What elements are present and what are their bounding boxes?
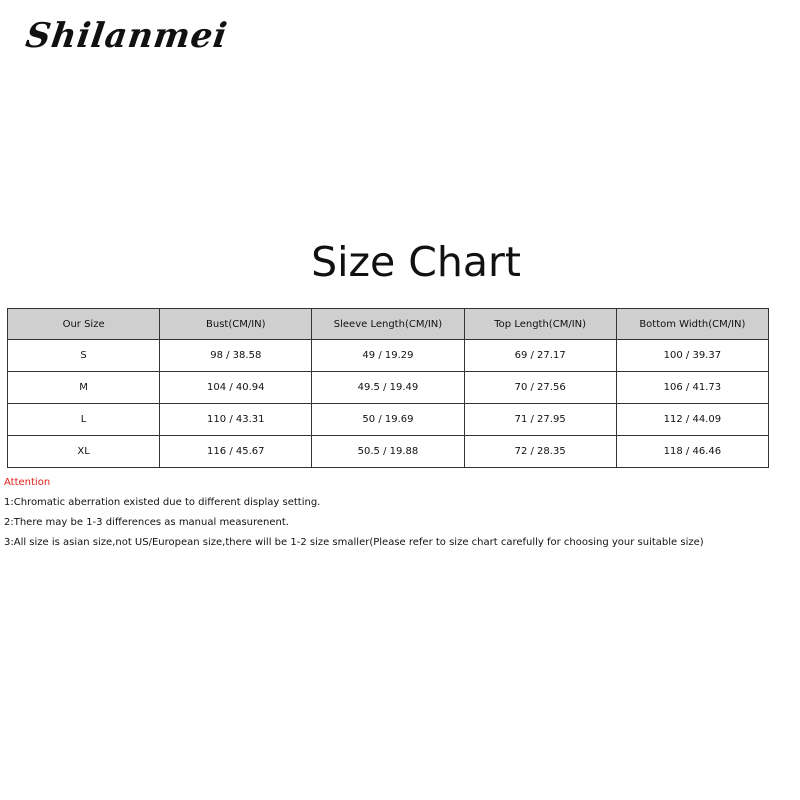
table-cell: 98 / 38.58 — [160, 340, 312, 372]
table-row — [8, 372, 769, 404]
page-title: Size Chart — [311, 238, 521, 286]
table-cell: 116 / 45.67 — [160, 436, 312, 468]
table-row — [8, 436, 769, 468]
brand-logo: Shilanmei — [23, 16, 231, 56]
column-header-sleeve-length: Sleeve Length(CM/IN) — [312, 309, 464, 340]
table-cell: 104 / 40.94 — [160, 372, 312, 404]
table-cell: 49.5 / 19.49 — [312, 372, 464, 404]
table-header-row — [8, 309, 769, 340]
attention-notes — [4, 473, 704, 553]
column-header-top-length: Top Length(CM/IN) — [464, 309, 616, 340]
table-row — [8, 340, 769, 372]
table-cell: M — [8, 372, 160, 404]
table-cell: 118 / 46.46 — [616, 436, 768, 468]
column-header-size: Our Size — [8, 309, 160, 340]
table-cell: 71 / 27.95 — [464, 404, 616, 436]
note-item: 2:There may be 1-3 differences as manual measurenent. — [4, 517, 289, 528]
table-cell: S — [8, 340, 160, 372]
table-cell: L — [8, 404, 160, 436]
table-cell: 69 / 27.17 — [464, 340, 616, 372]
table-cell: 50.5 / 19.88 — [312, 436, 464, 468]
table-cell: 106 / 41.73 — [616, 372, 768, 404]
table-cell: 112 / 44.09 — [616, 404, 768, 436]
column-header-bust: Bust(CM/IN) — [160, 309, 312, 340]
column-header-bottom-width: Bottom Width(CM/IN) — [616, 309, 768, 340]
note-item: 3:All size is asian size,not US/European size,there will be 1-2 size smaller(Please refer to size chart carefully for choosing your suitable size) — [4, 537, 704, 548]
note-item: 1:Chromatic aberration existed due to different display setting. — [4, 497, 321, 508]
table-cell: 70 / 27.56 — [464, 372, 616, 404]
size-table — [7, 308, 769, 468]
table-cell: 49 / 19.29 — [312, 340, 464, 372]
table-cell: XL — [8, 436, 160, 468]
attention-heading: Attention — [4, 477, 51, 488]
table-cell: 110 / 43.31 — [160, 404, 312, 436]
table-cell: 50 / 19.69 — [312, 404, 464, 436]
table-cell: 72 / 28.35 — [464, 436, 616, 468]
table-row — [8, 404, 769, 436]
table-cell: 100 / 39.37 — [616, 340, 768, 372]
